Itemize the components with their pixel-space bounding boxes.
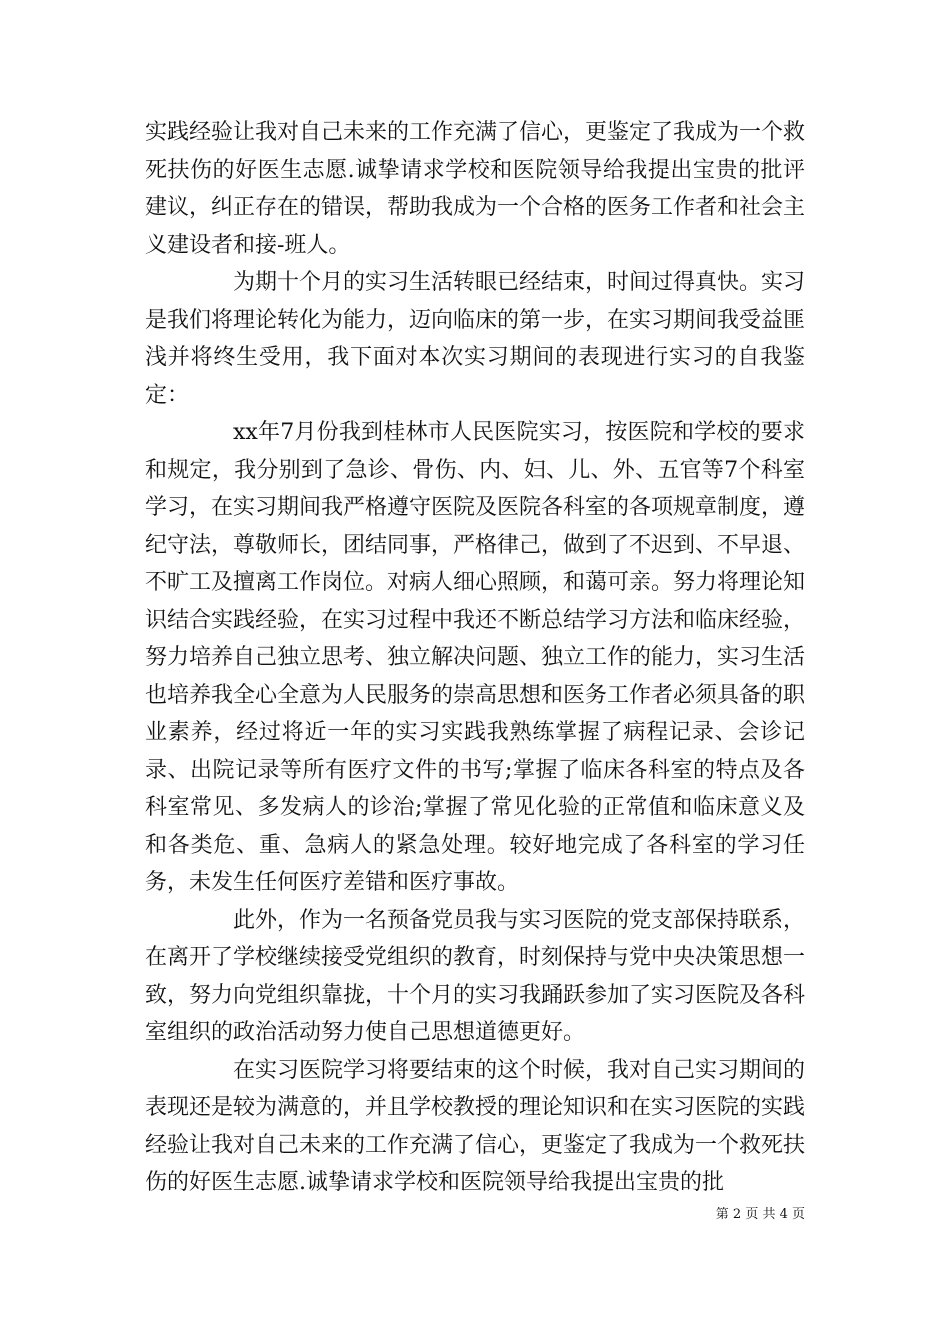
paragraph-3: xx年7月份我到桂林市人民医院实习，按医院和学校的要求和规定，我分别到了急诊、骨伤、内、妇、儿、外、五官等7个科室学习，在实习期间我严格遵守医院及医院各科室的各项规章制度，遵纪守法，尊敬师长，团结同事，严格律己，做到了不迟到、不早退、不旷工及擅离工作岗位。对病人细心照顾，和蔼可亲。努力将理论知识结合实践经验，在实习过程中我还不断总结学习方法和临床经验，努力培养自己独立思考、独立解决问题、独立工作的能力，实习生活也培养我全心全意为人民服务的崇高思想和医务工作者必须具备的职业素养，经过将近一年的实习实践我熟练掌握了病程记录、会诊记录、出院记录等所有医疗文件的书写;掌握了临床各科室的特点及各科室常见、多发病人的诊治;掌握了常见化验的正常值和临床意义及和各类危、重、急病人的紧急处理。较好地完成了各科室的学习任务，未发生任何医疗差错和医疗事故。 <box>145 420 806 895</box>
paragraph-1: 实践经验让我对自己未来的工作充满了信心，更鉴定了我成为一个救死扶伤的好医生志愿.诚挚请求学校和医院领导给我提出宝贵的批评建议，纠正存在的错误，帮助我成为一个合格的医务工作者和社会主义建设者和接-班人。 <box>145 120 806 258</box>
page-number-footer: 第 2 页 共 4 页 <box>715 1207 805 1222</box>
paragraph-2: 为期十个月的实习生活转眼已经结束，时间过得真快。实习是我们将理论转化为能力，迈向临床的第一步，在实习期间我受益匪浅并将终生受用，我下面对本次实习期间的表现进行实习的自我鉴定： <box>145 270 806 408</box>
document-body <box>145 114 805 1202</box>
paragraph-5: 在实习医院学习将要结束的这个时候，我对自己实习期间的表现还是较为满意的，并且学校教授的理论知识和在实习医院的实践经验让我对自己未来的工作充满了信心，更鉴定了我成为一个救死扶伤的好医生志愿.诚挚请求学校和医院领导给我提出宝贵的批 <box>145 1057 806 1195</box>
paragraph-4: 此外，作为一名预备党员我与实习医院的党支部保持联系，在离开了学校继续接受党组织的教育，时刻保持与党中央决策思想一致，努力向党组织靠拢，十个月的实习我踊跃参加了实习医院及各科室组织的政治活动努力使自己思想道德更好。 <box>145 907 806 1045</box>
